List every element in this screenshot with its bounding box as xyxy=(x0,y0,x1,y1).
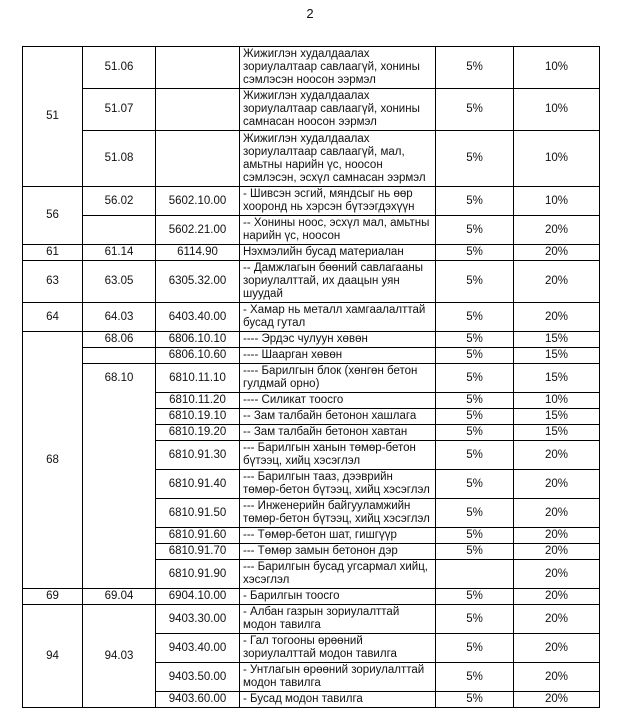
chapter-cell: 69 xyxy=(23,589,83,605)
tariff-table-body xyxy=(23,47,600,708)
description-cell: --- Инженерийн байгууламжийн төмөр-бетон бүтээц, хийц хэсэглэл xyxy=(240,499,436,528)
code-cell: 6810.91.90 xyxy=(156,560,240,589)
code-cell: 6810.11.20 xyxy=(156,393,240,409)
description-cell: ---- Шаарган хөвөн xyxy=(240,348,436,364)
rate-cell: 20% xyxy=(514,605,600,634)
rate-cell: 10% xyxy=(514,89,600,131)
rate-cell: 15% xyxy=(514,409,600,425)
page-number: 2 xyxy=(306,6,314,21)
rate-cell: 20% xyxy=(514,245,600,261)
table-row xyxy=(23,89,600,131)
heading-cell: 64.03 xyxy=(83,303,156,332)
table-row xyxy=(23,303,600,332)
table-row xyxy=(23,131,600,187)
code-cell: 6810.19.20 xyxy=(156,425,240,441)
description-cell: --- Төмөр замын бетонон дэр xyxy=(240,544,436,560)
rate-cell: 5% xyxy=(436,544,514,560)
rate-cell: 15% xyxy=(514,425,600,441)
heading-cell xyxy=(83,348,156,364)
rate-cell: 20% xyxy=(514,216,600,245)
description-cell: - Албан газрын зориулалттай модон тавилга xyxy=(240,605,436,634)
description-cell: Жижиглэн худалдаалах зориулалтаар савлаагүй, хонины самнасан ноосон ээрмэл xyxy=(240,89,436,131)
description-cell: ---- Барилгын блок (хөнгөн бетон гулдмай орно) xyxy=(240,364,436,393)
rate-cell: 20% xyxy=(514,692,600,708)
chapter-cell: 61 xyxy=(23,245,83,261)
rate-cell: 20% xyxy=(514,634,600,663)
code-cell: 6806.10.60 xyxy=(156,348,240,364)
heading-cell: 51.08 xyxy=(83,131,156,187)
rate-cell: 5% xyxy=(436,303,514,332)
description-cell: -- Зам талбайн бетонон хашлага xyxy=(240,409,436,425)
heading-cell: 51.06 xyxy=(83,47,156,89)
code-cell: 6810.91.40 xyxy=(156,470,240,499)
description-cell: -- Зам талбайн бетонон хавтан xyxy=(240,425,436,441)
chapter-cell: 51 xyxy=(23,47,83,187)
description-cell: Жижиглэн худалдаалах зориулалтаар савлаагүй, хонины сэмлэсэн ноосон ээрмэл xyxy=(240,47,436,89)
rate-cell: 5% xyxy=(436,499,514,528)
rate-cell: 10% xyxy=(514,187,600,216)
rate-cell: 20% xyxy=(514,261,600,303)
code-cell: 6810.91.70 xyxy=(156,544,240,560)
code-cell: 6810.19.10 xyxy=(156,409,240,425)
code-cell: 6810.91.30 xyxy=(156,441,240,470)
code-cell: 9403.40.00 xyxy=(156,634,240,663)
description-cell: - Барилгын тоосго xyxy=(240,589,436,605)
description-cell: - Хамар нь металл хамгаалалттай бусад гутал xyxy=(240,303,436,332)
rate-cell: 15% xyxy=(514,332,600,348)
table-row xyxy=(23,332,600,348)
rate-cell: 5% xyxy=(436,261,514,303)
heading-cell: 94.03 xyxy=(83,605,156,708)
code-cell xyxy=(156,47,240,89)
rate-cell: 20% xyxy=(514,441,600,470)
chapter-cell: 64 xyxy=(23,303,83,332)
chapter-cell: 56 xyxy=(23,187,83,245)
description-cell: ---- Силикат тоосго xyxy=(240,393,436,409)
code-cell: 9403.50.00 xyxy=(156,663,240,692)
chapter-cell: 94 xyxy=(23,605,83,708)
code-cell: 9403.30.00 xyxy=(156,605,240,634)
rate-cell: 20% xyxy=(514,663,600,692)
rate-cell: 5% xyxy=(436,634,514,663)
table-row xyxy=(23,589,600,605)
code-cell: 6810.11.10 xyxy=(156,364,240,393)
description-cell: - Гал тогооны өрөөний зориулалттай модон тавилга xyxy=(240,634,436,663)
rate-cell xyxy=(436,560,514,589)
rate-cell: 5% xyxy=(436,589,514,605)
heading-cell: 68.06 xyxy=(83,332,156,348)
rate-cell: 5% xyxy=(436,89,514,131)
rate-cell: 5% xyxy=(436,605,514,634)
description-cell: - Бусад модон тавилга xyxy=(240,692,436,708)
description-cell: --- Барилгын тааз, дээврийн төмөр-бетон бүтээц, хийц хэсэглэл xyxy=(240,470,436,499)
table-row xyxy=(23,261,600,303)
rate-cell: 5% xyxy=(436,692,514,708)
heading-cell: 69.04 xyxy=(83,589,156,605)
description-cell: -- Хонины ноос, эсхүл мал, амьтны нарийн үс, ноосон xyxy=(240,216,436,245)
description-cell: --- Төмөр-бетон шат, гишгүүр xyxy=(240,528,436,544)
table-row xyxy=(23,216,600,245)
code-cell xyxy=(156,89,240,131)
description-cell: -- Дамжлагын бөөний савлагааны зориулалттай, их даацын уян шуудай xyxy=(240,261,436,303)
rate-cell: 5% xyxy=(436,409,514,425)
table-row xyxy=(23,187,600,216)
rate-cell: 5% xyxy=(436,348,514,364)
code-cell: 6904.10.00 xyxy=(156,589,240,605)
rate-cell: 5% xyxy=(436,187,514,216)
description-cell: Жижиглэн худалдаалах зориулалтаар савлаагүй, мал, амьтны нарийн үс, ноосон сэмлэсэн, эсхүл самнасан ээрмэл xyxy=(240,131,436,187)
rate-cell: 20% xyxy=(514,560,600,589)
rate-cell: 5% xyxy=(436,528,514,544)
code-cell: 6810.91.50 xyxy=(156,499,240,528)
table-row xyxy=(23,47,600,89)
table-row xyxy=(23,605,600,634)
heading-cell xyxy=(83,216,156,245)
rate-cell: 5% xyxy=(436,47,514,89)
code-cell: 6114.90 xyxy=(156,245,240,261)
rate-cell: 5% xyxy=(436,425,514,441)
code-cell: 6806.10.10 xyxy=(156,332,240,348)
description-cell: Нэхмэлийн бусад материалан xyxy=(240,245,436,261)
tariff-table xyxy=(22,46,600,708)
rate-cell: 20% xyxy=(514,499,600,528)
code-cell: 6810.91.60 xyxy=(156,528,240,544)
description-cell: ---- Эрдэс чулуун хөвөн xyxy=(240,332,436,348)
heading-cell: 56.02 xyxy=(83,187,156,216)
rate-cell: 5% xyxy=(436,216,514,245)
rate-cell: 5% xyxy=(436,332,514,348)
rate-cell: 5% xyxy=(436,245,514,261)
rate-cell: 20% xyxy=(514,589,600,605)
rate-cell: 10% xyxy=(514,47,600,89)
description-cell: --- Барилгын бусад угсармал хийц, хэсэглэл xyxy=(240,560,436,589)
rate-cell: 5% xyxy=(436,364,514,393)
code-cell: 6403.40.00 xyxy=(156,303,240,332)
code-cell xyxy=(156,131,240,187)
table-row xyxy=(23,348,600,364)
table-row xyxy=(23,364,600,393)
rate-cell: 20% xyxy=(514,528,600,544)
rate-cell: 5% xyxy=(436,393,514,409)
heading-cell: 63.05 xyxy=(83,261,156,303)
code-cell: 9403.60.00 xyxy=(156,692,240,708)
heading-cell: 68.10 xyxy=(83,364,156,589)
rate-cell: 5% xyxy=(436,441,514,470)
rate-cell: 20% xyxy=(514,544,600,560)
rate-cell: 10% xyxy=(514,131,600,187)
heading-cell: 51.07 xyxy=(83,89,156,131)
description-cell: - Шивсэн эсгий, мяндсыг нь өөр хооронд нь хэрсэн бүтээгдэхүүн xyxy=(240,187,436,216)
rate-cell: 5% xyxy=(436,470,514,499)
rate-cell: 15% xyxy=(514,364,600,393)
rate-cell: 20% xyxy=(514,470,600,499)
chapter-cell: 63 xyxy=(23,261,83,303)
code-cell: 6305.32.00 xyxy=(156,261,240,303)
rate-cell: 5% xyxy=(436,131,514,187)
description-cell: --- Барилгын ханын төмөр-бетон бүтээц, хийц хэсэглэл xyxy=(240,441,436,470)
code-cell: 5602.21.00 xyxy=(156,216,240,245)
rate-cell: 20% xyxy=(514,303,600,332)
description-cell: - Унтлагын өрөөний зориулалттай модон тавилга xyxy=(240,663,436,692)
rate-cell: 15% xyxy=(514,348,600,364)
rate-cell: 10% xyxy=(514,393,600,409)
chapter-cell: 68 xyxy=(23,332,83,589)
table-row xyxy=(23,245,600,261)
heading-cell: 61.14 xyxy=(83,245,156,261)
rate-cell: 5% xyxy=(436,663,514,692)
code-cell: 5602.10.00 xyxy=(156,187,240,216)
